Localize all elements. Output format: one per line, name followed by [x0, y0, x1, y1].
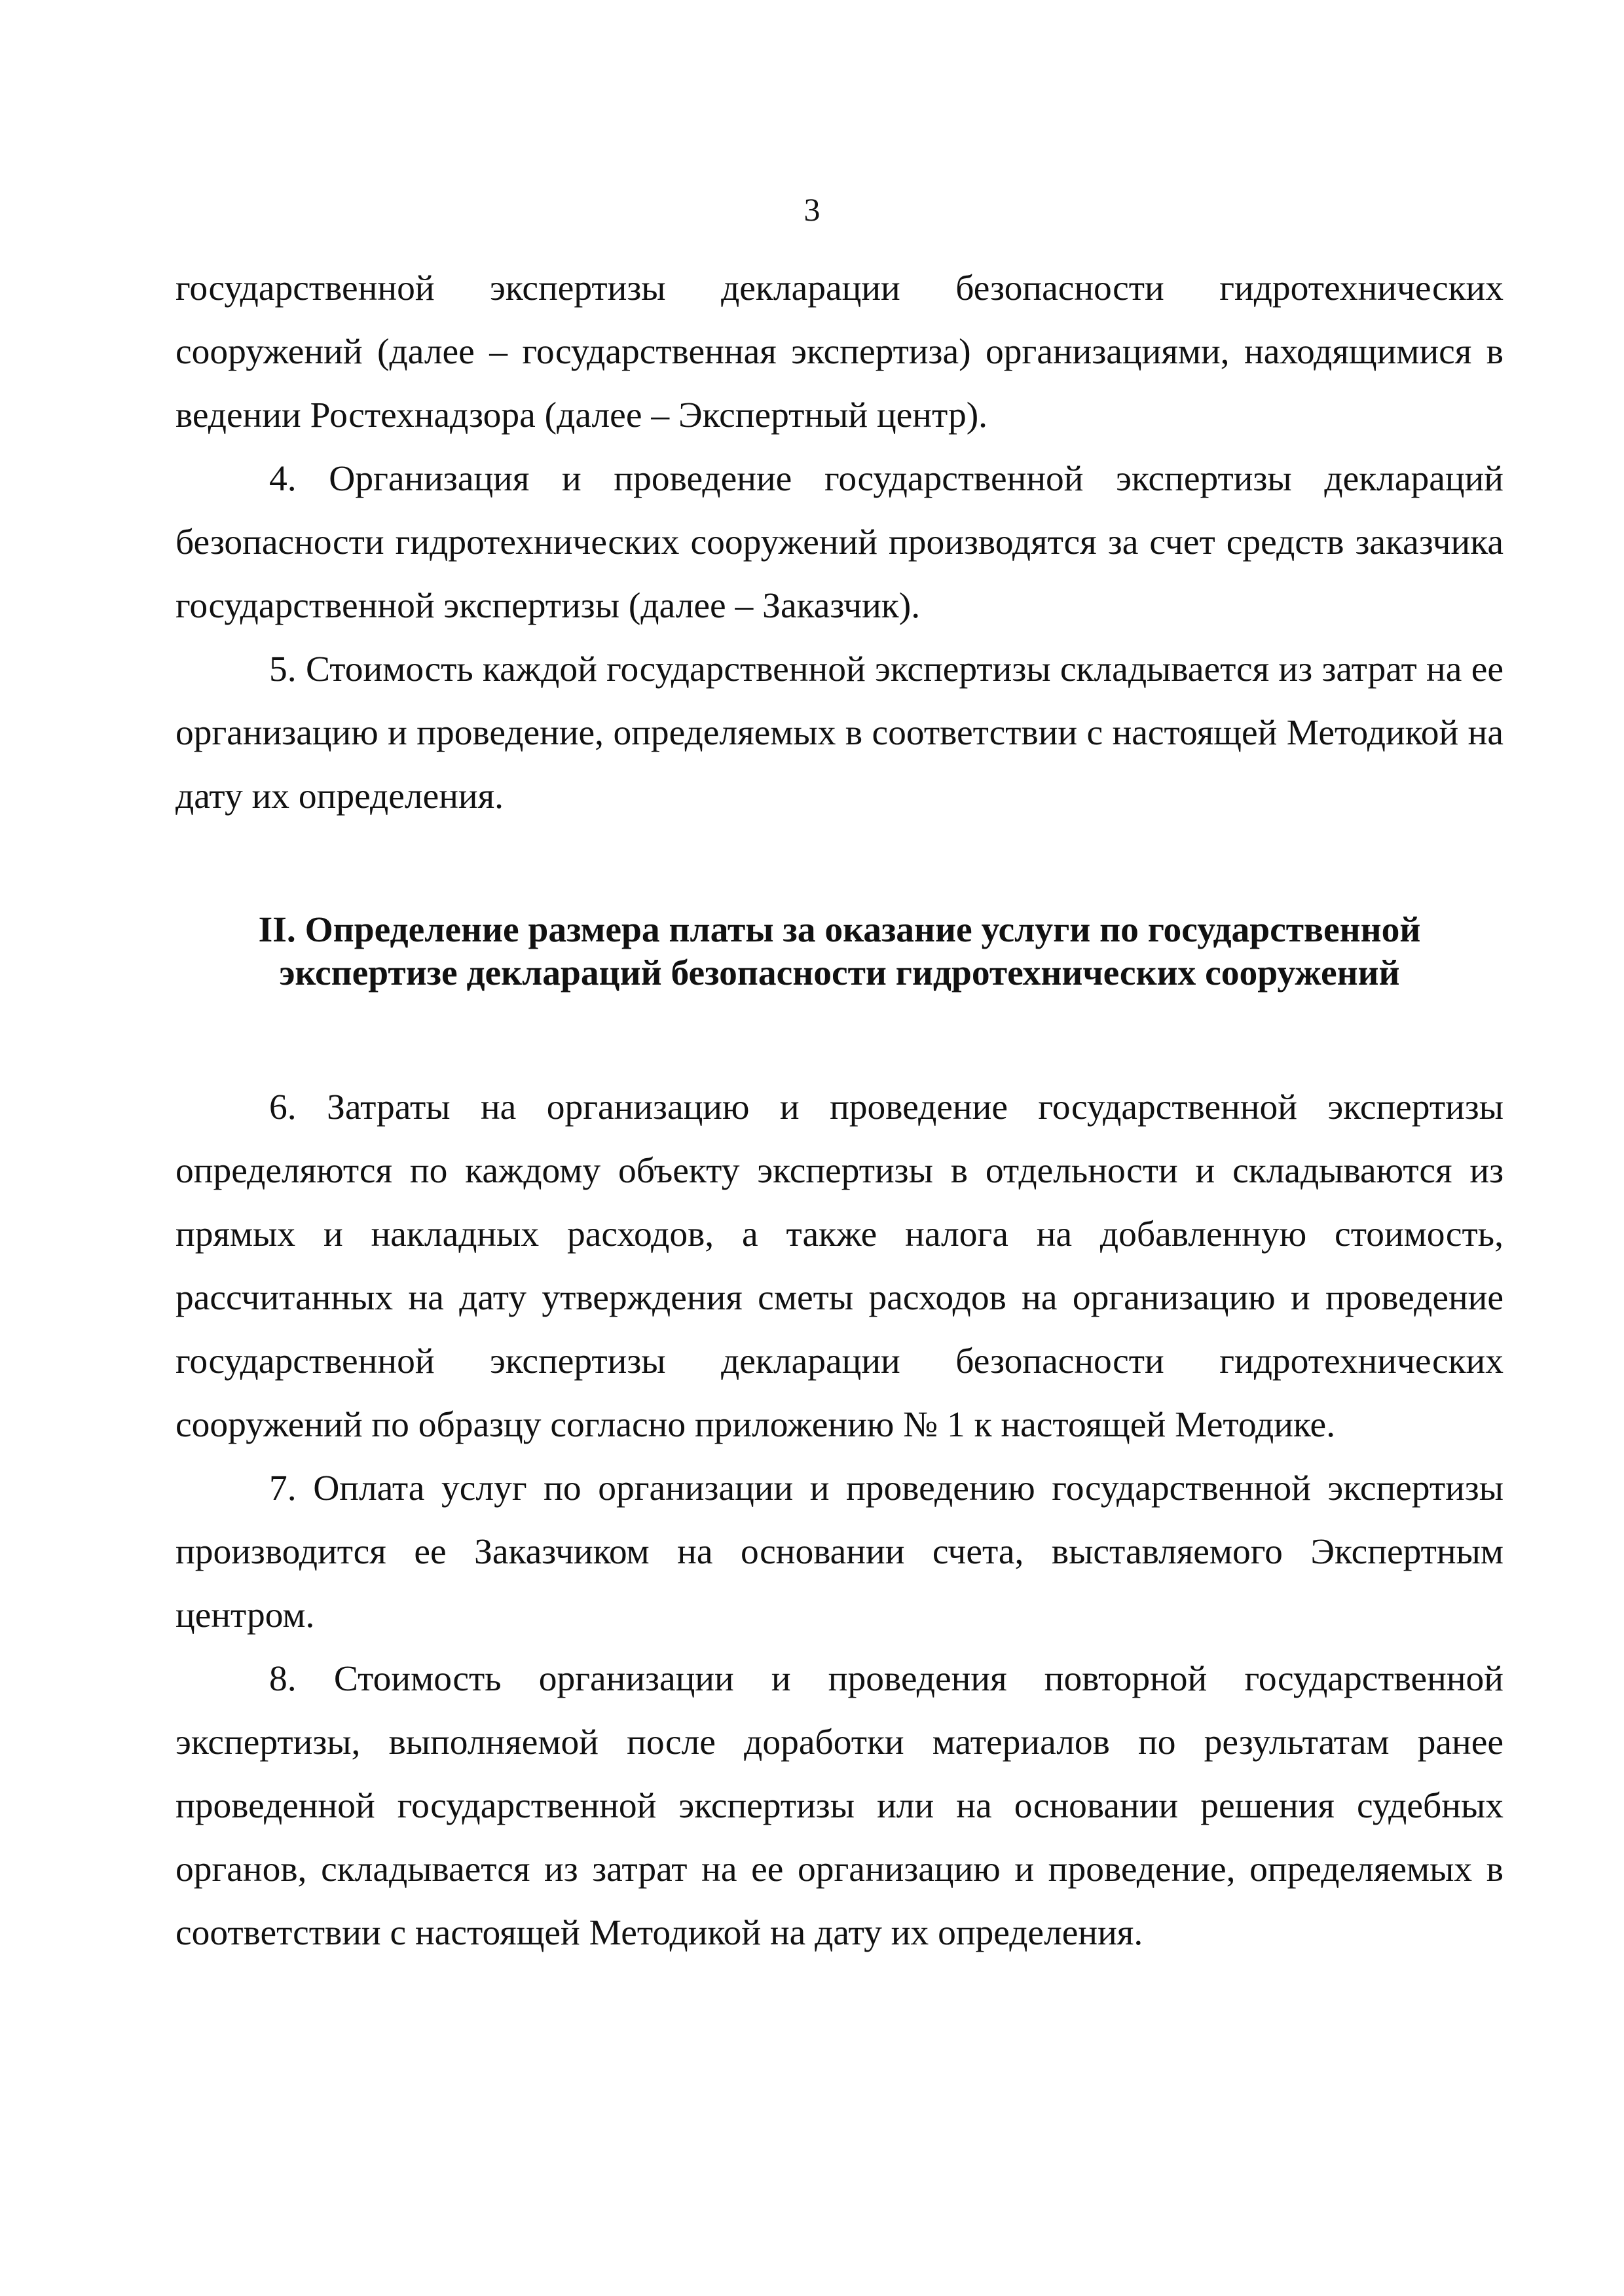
paragraph-7: 7. Оплата услуг по организации и проведению государственной экспертизы производится ее Заказчиком на основании счета, выставляемого Экспертным центром. [175, 1468, 1504, 1635]
section-heading-line-2: экспертизе деклараций безопасности гидротехнических сооружений [279, 953, 1400, 993]
paragraph-4: 4. Организация и проведение государственной экспертизы деклараций безопасности гидротехнических сооружений производятся за счет средств заказчика государственной экспертизы (далее – Заказчик). [175, 459, 1504, 626]
section-heading [175, 909, 1504, 995]
document-body [175, 257, 1504, 1965]
paragraph-continuation: государственной экспертизы декларации безопасности гидротехнических сооружений (далее – государственная экспертиза) организациями, находящимися в ведении Ростехнадзора (далее – Экспертный центр). [175, 268, 1504, 435]
page-number: 3 [803, 191, 821, 228]
paragraph-5: 5. Стоимость каждой государственной экспертизы складывается из затрат на ее организацию и проведение, определяемых в соответствии с настоящей Методикой на дату их определения. [175, 649, 1504, 816]
section-heading-line-1: II. Определение размера платы за оказание услуги по государственной [258, 910, 1421, 950]
paragraph-8: 8. Стоимость организации и проведения повторной государственной экспертизы, выполняемой после доработки материалов по результатам ранее проведенной государственной экспертизы или на основании решения судебных органов, складывается из затрат на ее организацию и проведение, определяемых в соответствии с настоящей Методикой на дату их определения. [175, 1659, 1504, 1953]
paragraph-6: 6. Затраты на организацию и проведение государственной экспертизы определяются по каждому объекту экспертизы в отдельности и складываются из прямых и накладных расходов, а также налога на добавленную стоимость, рассчитанных на дату утверждения сметы расходов на организацию и проведение государственной экспертизы декларации безопасности гидротехнических сооружений по образцу согласно приложению № 1 к настоящей Методике. [175, 1087, 1504, 1445]
